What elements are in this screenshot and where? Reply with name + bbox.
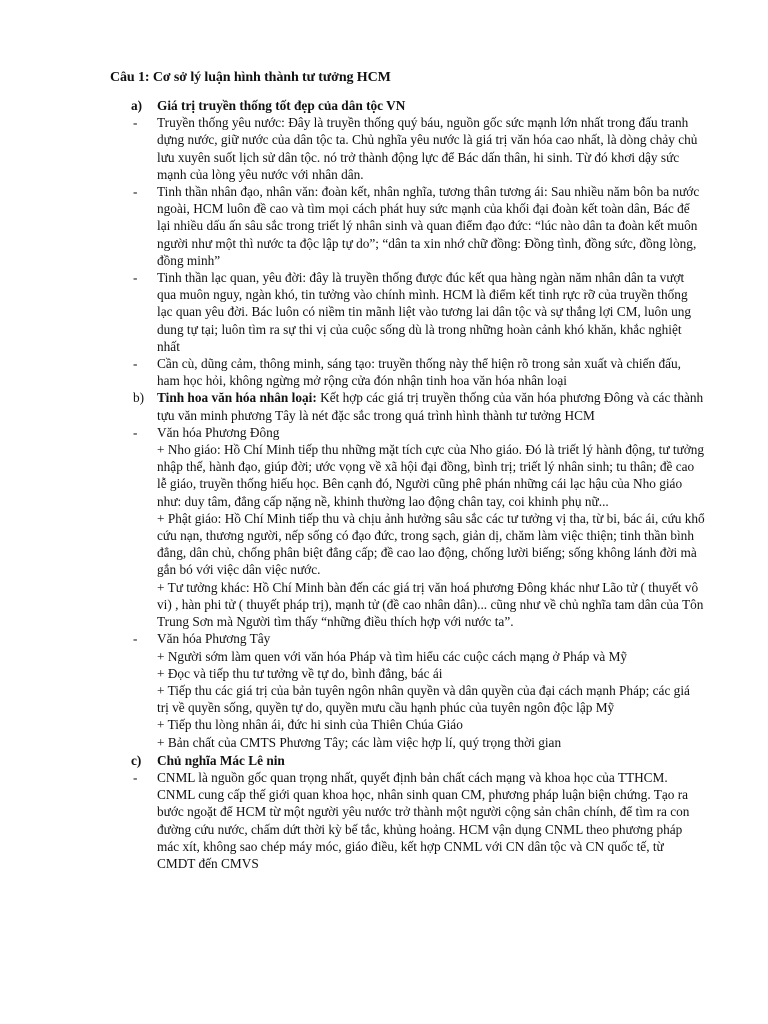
- list-item: [105, 424, 705, 441]
- section-title: Chủ nghĩa Mác Lê nin: [157, 752, 285, 768]
- paragraph-text: Tinh thần lạc quan, yêu đời: đây là truyền thống được đúc kết qua hàng ngàn năm nhân dân ta vượt qua muôn nguy, ngàn khó, tin tưởng vào chính mình. HCM là điểm kết tinh rực rỡ của truyền thống lạc quan yêu đời. Bác luôn có niềm tin mãnh liệt vào tương lai dân tộc và sự thắng lợi CM, luôn ung dung tự tại; luôn tìm ra sự thi vị của cuộc sống dù là trong những hoàn cảnh khó khăn, khắc nghiệt nhất: [157, 270, 692, 354]
- list-marker: c): [131, 752, 142, 768]
- list-item: [105, 269, 705, 355]
- list-item: [105, 183, 705, 269]
- list-item: [105, 355, 705, 389]
- subheading-text: Văn hóa Phương Tây: [157, 631, 271, 647]
- section-heading: [105, 389, 705, 423]
- page-title: Câu 1: Cơ sở lý luận hình thành tư tưởng HCM: [110, 70, 391, 85]
- paragraph-text: Cần cù, dũng cảm, thông minh, sáng tạo: truyền thống này thể hiện rõ trong sản xuất và chiến đấu, ham học hỏi, không ngừng mở rộng cửa đón nhận tinh hoa văn hóa nhân loại: [157, 356, 681, 389]
- paragraph-text: Tinh thần nhân đạo, nhân văn: đoàn kết, nhân nghĩa, tương thân tương ái: Sau nhiều năm bôn ba nước ngoài, HCM luôn đề cao và tìm mọi cách phát huy sức mạnh của khối đại đoàn kết toàn dân, Bác để lại nhiều dấu ấn sâu sắc trong triết lý nhân sinh và quan điểm đạo đức: “lúc nào dân ta đoàn kết muôn người như một thì nước ta độc lập tự do”; “dân ta xin nhớ chữ đồng: Đồng tình, đồng sức, đồng lòng, đồng minh”: [157, 184, 700, 268]
- list-marker: a): [131, 98, 143, 113]
- paragraph-text: + Phật giáo: Hồ Chí Minh tiếp thu và chịu ảnh hưởng sâu sắc các tư tưởng vị tha, từ bi, bác ái, cứu khổ cứu nạn, thương người, nếp sống có đạo đức, trong sạch, giản dị, chăm làm việc thiện; tinh thần bình đẳng, dân chủ, chống phân biệt đẳng cấp; đề cao lao động, chống lười biếng; sống không lánh đời mà gắn bó với việc dân việc nước.: [157, 510, 705, 578]
- paragraph-text: + Người sớm làm quen với văn hóa Pháp và tìm hiểu các cuộc cách mạng ở Pháp và Mỹ: [157, 648, 628, 664]
- subheading-text: Văn hóa Phương Đông: [157, 424, 280, 440]
- section-heading: [105, 752, 705, 769]
- section-title: Giá trị truyền thống tốt đẹp của dân tộc VN: [157, 98, 406, 113]
- list-item: [105, 114, 705, 183]
- section-heading: [105, 97, 705, 114]
- list-item: [105, 716, 705, 733]
- paragraph-text: + Nho giáo: Hồ Chí Minh tiếp thu những mặt tích cực của Nho giáo. Đó là triết lý hành động, tư tưởng nhập thế, hành đạo, giúp đời; ước vọng về xã hội đại đồng, bình trị; triết lý nhân sinh; tu thân; đề cao lễ giáo, truyền thống hiếu học. Bên cạnh đó, Người cũng phê phán những cái lạc hậu của Nho giáo như: duy tâm, đẳng cấp nặng nề, khinh thường lao động chân tay, coi khinh phụ nữ...: [157, 442, 705, 509]
- bullet-dash: -: [133, 184, 138, 200]
- bullet-dash: -: [133, 769, 138, 785]
- list-item: [105, 682, 705, 716]
- paragraph-text: + Tư tưởng khác: Hồ Chí Minh bàn đến các giá trị văn hoá phương Đông khác như Lão tử ( thuyết vô vi) , hàn phi tử ( thuyết pháp trị), mạnh tử (đề cao nhân dân)... cũng như về chủ nghĩa tam dân của Tôn Trung Sơn mà Người tìm thấy “những điều thích hợp với nước ta”.: [157, 579, 704, 630]
- paragraph-text: + Bản chất của CMTS Phương Tây; các làm việc hợp lí, quý trọng thời gian: [157, 734, 562, 750]
- bullet-dash: -: [133, 115, 138, 131]
- section-description: Kết hợp các giá trị truyền thống của văn hóa phương Đông và các thành tựu văn minh phương Tây là nét đặc sắc trong quá trình hình thành tư tưởng HCM: [157, 390, 704, 423]
- section-title: Tinh hoa văn hóa nhân loại:: [157, 390, 317, 406]
- list-item: [105, 648, 705, 665]
- list-item: [105, 510, 705, 579]
- list-item: [105, 734, 705, 751]
- list-item: [105, 769, 705, 872]
- list-marker: b): [133, 390, 145, 406]
- paragraph-text: [157, 389, 705, 423]
- paragraph-text: + Đọc và tiếp thu tư tưởng về tự do, bình đẳng, bác ái: [157, 665, 443, 681]
- document-body: [105, 96, 705, 872]
- paragraph-text: Truyền thống yêu nước: Đây là truyền thống quý báu, nguồn gốc sức mạnh lớn nhất trong đấu tranh dựng nước, giữ nước của dân tộc ta. Chủ nghĩa yêu nước là giá trị văn hóa cao nhất, là dòng chảy chủ lưu xuyên suốt lịch sử dân tộc. nó trở thành động lực để Bác dấn thân, hi sinh. Từ đó khơi dậy sức mạnh của lòng yêu nước với nhân dân.: [157, 115, 698, 182]
- bullet-dash: -: [133, 270, 138, 286]
- paragraph-text: + Tiếp thu các giá trị của bản tuyên ngôn nhân quyền và dân quyền của đại cách mạnh Pháp; các giá trị về quyền sống, quyền tự do, quyền mưu cầu hạnh phúc của tuyên ngôn độc lập Mỹ: [157, 682, 690, 716]
- list-item: [105, 630, 705, 647]
- bullet-dash: -: [133, 424, 138, 440]
- paragraph-text: + Tiếp thu lòng nhân ái, đức hi sinh của Thiên Chúa Giáo: [157, 717, 463, 733]
- list-item: [105, 579, 705, 631]
- list-item: [105, 441, 705, 510]
- paragraph-text: CNML là nguồn gốc quan trọng nhất, quyết định bản chất cách mạng và khoa học của TTHCM. CNML cung cấp thế giới quan khoa học, nhân sinh quan CM, phương pháp luận biện chứng. Tạo ra bước ngoặt để HCM từ một người yêu nước trở thành một người cộng sản chân chính, để tìm ra con đường cứu nước, chấm dứt thời kỳ bế tắc, khủng hoảng. HCM vận dụng CNML theo phương pháp mác xít, không sao chép máy móc, giáo điều, kết hợp CNML với CN dân tộc và CN quốc tế, từ CMDT đến CMVS: [157, 769, 690, 871]
- bullet-dash: -: [133, 356, 138, 372]
- bullet-dash: -: [133, 631, 138, 647]
- list-item: [105, 665, 705, 682]
